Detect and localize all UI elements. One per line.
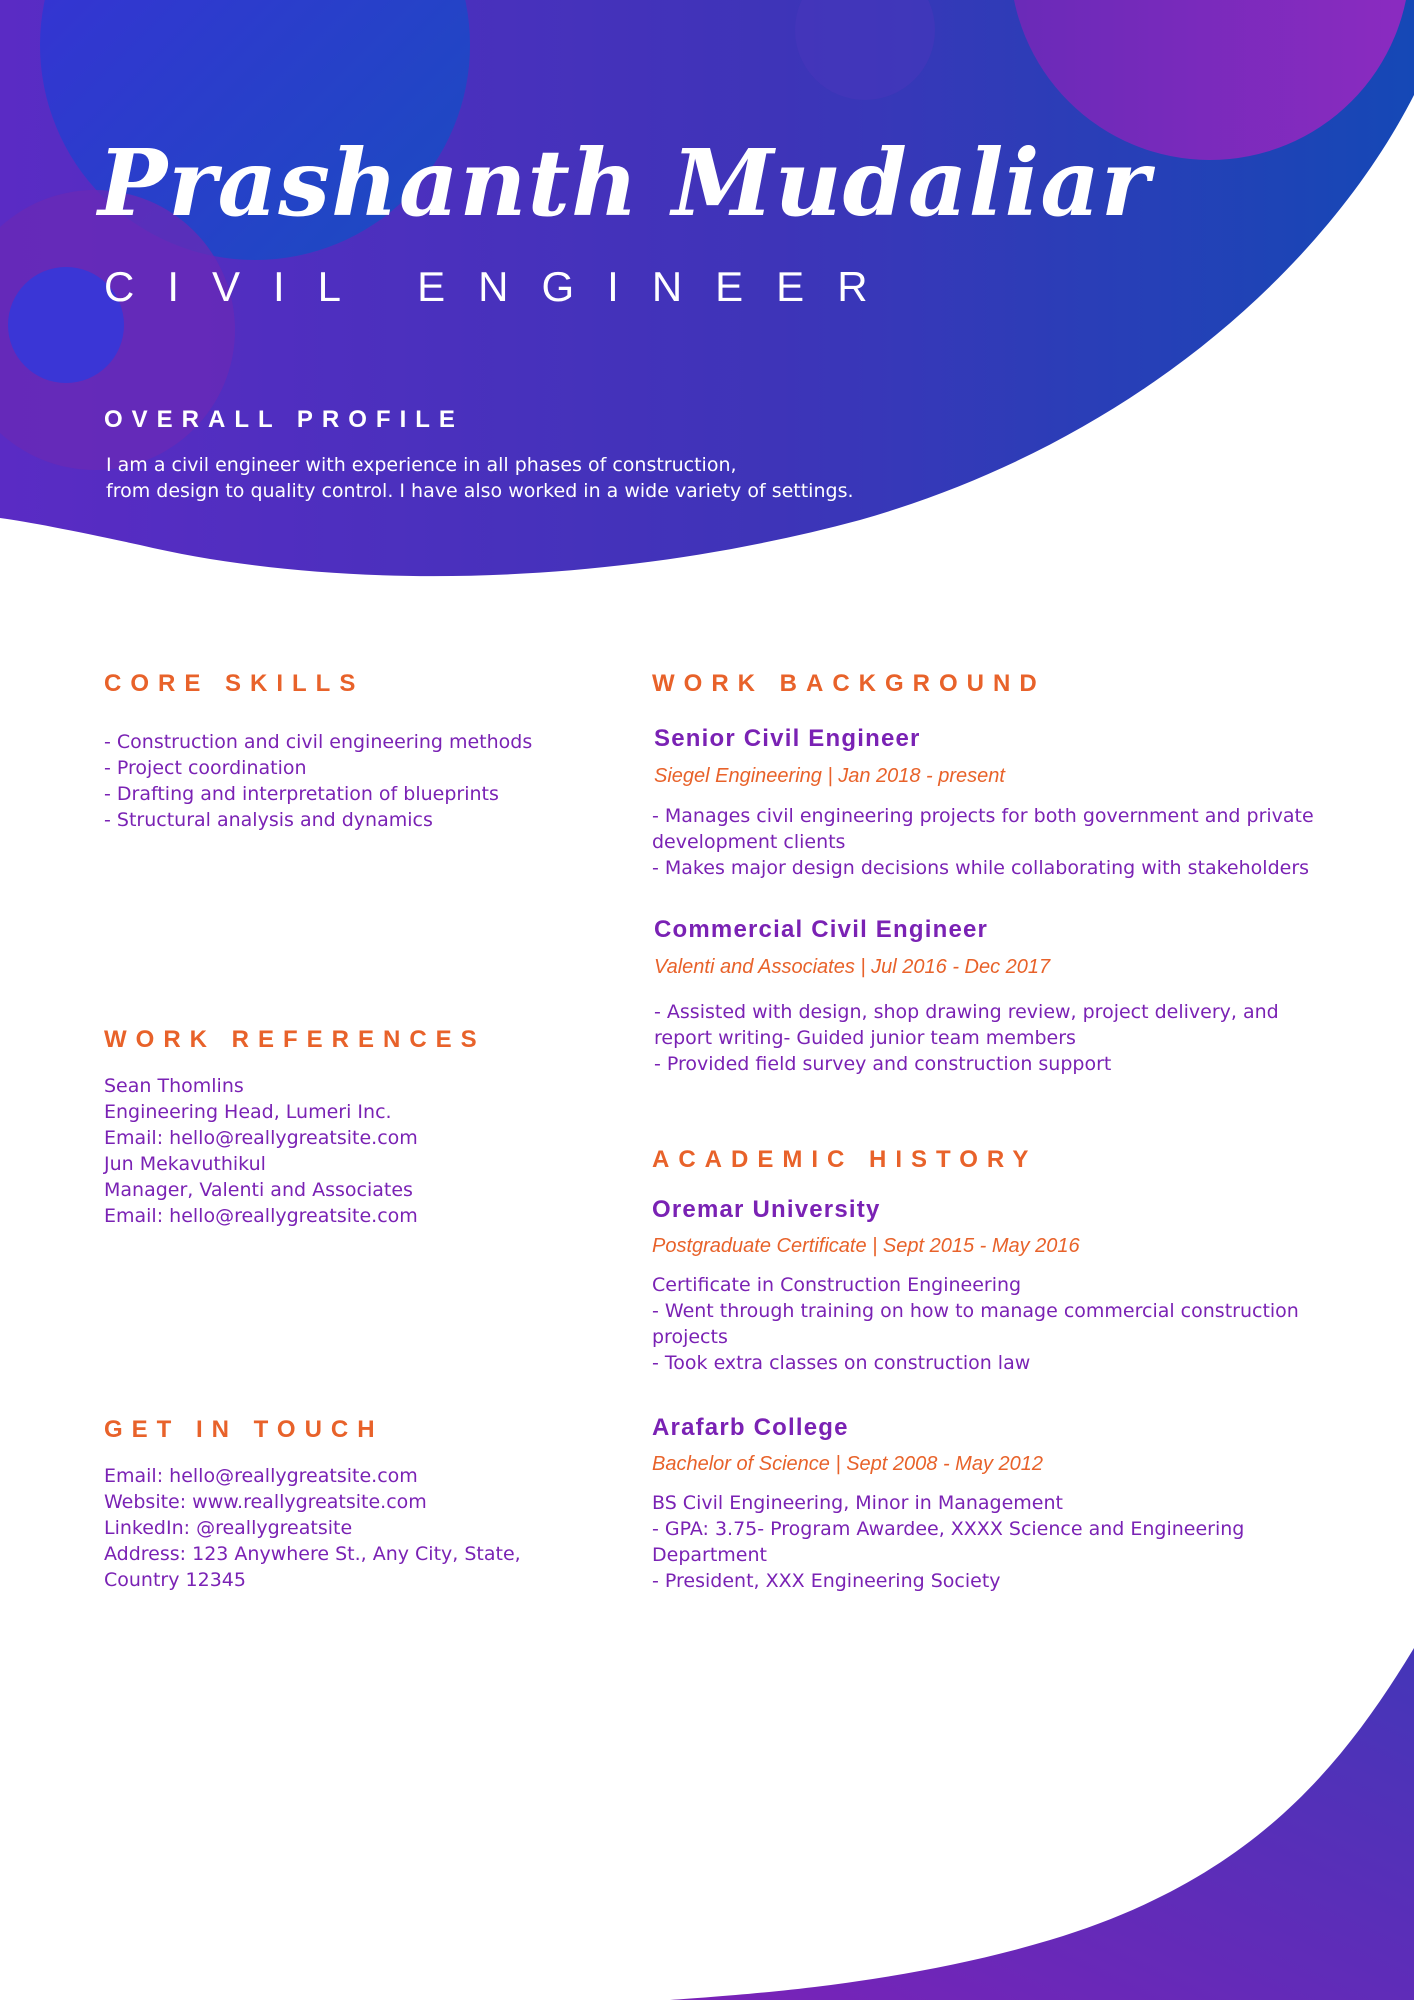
school-details xyxy=(652,1490,1272,1594)
job-subtitle: Valenti and Associates | Jul 2016 - Dec 2017 xyxy=(654,956,1051,978)
work-heading: WORK BACKGROUND xyxy=(652,670,1046,697)
references-list xyxy=(104,1073,624,1229)
footer-wave xyxy=(670,1648,1414,2000)
candidate-name: Prashanth Mudaliar xyxy=(98,129,1151,237)
contact-email: Email: hello@reallygreatsite.com xyxy=(104,1465,418,1487)
school-details xyxy=(652,1272,1332,1376)
reference-line: Email: hello@reallygreatsite.com xyxy=(104,1205,418,1227)
skills-heading: CORE SKILLS xyxy=(104,670,365,697)
contact-address-country: Country 12345 xyxy=(104,1569,246,1591)
school-detail-line: Certificate in Construction Engineering xyxy=(652,1274,1022,1296)
reference-line: Sean Thomlins xyxy=(104,1075,244,1097)
skill-item: - Structural analysis and dynamics xyxy=(104,809,433,831)
reference-line: Manager, Valenti and Associates xyxy=(104,1179,413,1201)
contact-linkedin: LinkedIn: @reallygreatsite xyxy=(104,1517,353,1539)
school-detail-line: - Took extra classes on construction law xyxy=(652,1352,1031,1374)
contact-list xyxy=(104,1463,624,1593)
school-name: Arafarb College xyxy=(652,1414,849,1441)
school-detail-line: - Went through training on how to manage commercial construction projects xyxy=(652,1300,1299,1348)
school-detail-line: BS Civil Engineering, Minor in Management xyxy=(652,1492,1063,1514)
job-detail-line: - Manages civil engineering projects for both government and private development clients xyxy=(652,805,1314,853)
academic-heading: ACADEMIC HISTORY xyxy=(652,1146,1038,1173)
job-details xyxy=(654,999,1334,1077)
skill-item: - Construction and civil engineering methods xyxy=(104,731,533,753)
school-subtitle: Postgraduate Certificate | Sept 2015 - May 2016 xyxy=(652,1235,1080,1257)
job-detail-line: - Assisted with design, shop drawing review, project delivery, and report writing- Guided junior team members xyxy=(654,1001,1279,1049)
school-subtitle: Bachelor of Science | Sept 2008 - May 2012 xyxy=(652,1453,1043,1475)
job-subtitle: Siegel Engineering | Jan 2018 - present xyxy=(654,765,1005,787)
references-heading: WORK REFERENCES xyxy=(104,1026,486,1053)
profile-heading: OVERALL PROFILE xyxy=(104,406,464,433)
school-detail-line: - GPA: 3.75- Program Awardee, XXXX Science and Engineering Department xyxy=(652,1518,1245,1566)
job-title: Senior Civil Engineer xyxy=(654,725,921,752)
skill-item: - Project coordination xyxy=(104,757,307,779)
skills-list xyxy=(104,729,624,833)
school-name: Oremar University xyxy=(652,1196,881,1223)
school-detail-line: - President, XXX Engineering Society xyxy=(652,1570,1001,1592)
reference-line: Email: hello@reallygreatsite.com xyxy=(104,1127,418,1149)
profile-line: I am a civil engineer with experience in all phases of construction, xyxy=(106,454,737,476)
job-detail-line: - Makes major design decisions while collaborating with stakeholders xyxy=(652,857,1310,879)
reference-line: Engineering Head, Lumeri Inc. xyxy=(104,1101,392,1123)
contact-website: Website: www.reallygreatsite.com xyxy=(104,1491,427,1513)
job-detail-line: - Provided field survey and construction support xyxy=(654,1053,1112,1075)
contact-address: Address: 123 Anywhere St., Any City, State, xyxy=(104,1543,521,1565)
job-details xyxy=(652,803,1332,881)
profile-line: from design to quality control. I have also worked in a wide variety of settings. xyxy=(106,480,854,502)
job-title: Commercial Civil Engineer xyxy=(654,916,989,943)
contact-heading: GET IN TOUCH xyxy=(104,1416,384,1443)
job-role: CIVIL ENGINEER xyxy=(104,263,901,310)
reference-line: Jun Mekavuthikul xyxy=(104,1153,266,1175)
skill-item: - Drafting and interpretation of blueprints xyxy=(104,783,499,805)
profile-text xyxy=(106,452,866,504)
